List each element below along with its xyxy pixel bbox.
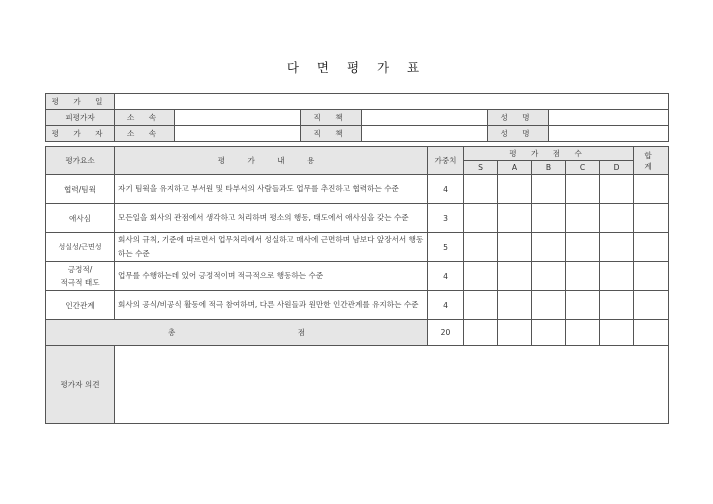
eval-date-label: 평 가 일 bbox=[46, 94, 115, 110]
evaluator-dept-label: 소 속 bbox=[115, 126, 175, 142]
content-cell: 회사의 규칙, 기준에 따르면서 업무처리에서 성실하고 매사에 근면하며 남보다 앞장서서 행동하는 수준 bbox=[115, 233, 428, 262]
score-b-cell[interactable] bbox=[532, 262, 566, 291]
total-score-a-cell[interactable] bbox=[498, 320, 532, 346]
score-a-cell[interactable] bbox=[498, 175, 532, 204]
evaluatee-name-label: 성 명 bbox=[488, 110, 549, 126]
score-s-cell[interactable] bbox=[464, 291, 498, 320]
opinion-row bbox=[46, 346, 669, 424]
total-score-c-cell[interactable] bbox=[566, 320, 600, 346]
evaluator-position-field[interactable] bbox=[362, 126, 488, 142]
evaluator-position-label: 직 책 bbox=[301, 126, 362, 142]
weight-cell: 3 bbox=[428, 204, 464, 233]
score-b-cell[interactable] bbox=[532, 291, 566, 320]
score-c-cell[interactable] bbox=[566, 291, 600, 320]
factor-cell: 인간관계 bbox=[46, 291, 115, 320]
score-d-cell[interactable] bbox=[600, 233, 634, 262]
total-score-d-cell[interactable] bbox=[600, 320, 634, 346]
score-d-cell[interactable] bbox=[600, 262, 634, 291]
evaluatee-position-field[interactable] bbox=[362, 110, 488, 126]
grade-b-header: B bbox=[532, 161, 566, 175]
score-s-cell[interactable] bbox=[464, 233, 498, 262]
score-s-cell[interactable] bbox=[464, 204, 498, 233]
score-c-cell[interactable] bbox=[566, 204, 600, 233]
factor-header: 평가요소 bbox=[46, 147, 115, 175]
total-score-b-cell[interactable] bbox=[532, 320, 566, 346]
evaluatee-name-field[interactable] bbox=[549, 110, 669, 126]
score-b-cell[interactable] bbox=[532, 204, 566, 233]
score-b-cell[interactable] bbox=[532, 175, 566, 204]
grade-d-header: D bbox=[600, 161, 634, 175]
evaluator-label: 평 가 자 bbox=[46, 126, 115, 142]
opinion-label: 평가자 의견 bbox=[46, 346, 115, 424]
score-a-cell[interactable] bbox=[498, 233, 532, 262]
score-header: 평 가 점 수 bbox=[464, 147, 634, 161]
weight-cell: 4 bbox=[428, 262, 464, 291]
grade-a-header: A bbox=[498, 161, 532, 175]
table-row bbox=[46, 291, 669, 320]
factor-cell: 성실성/근면성 bbox=[46, 233, 115, 262]
content-cell: 자기 팀웍을 유지하고 부서원 및 타부서의 사람들과도 업무를 추진하고 협력하는 수준 bbox=[115, 175, 428, 204]
weight-cell: 5 bbox=[428, 233, 464, 262]
factor-line-1: 긍정적/ bbox=[67, 265, 93, 274]
score-s-cell[interactable] bbox=[464, 175, 498, 204]
evaluator-name-label: 성 명 bbox=[488, 126, 549, 142]
grade-c-header: C bbox=[566, 161, 600, 175]
score-s-cell[interactable] bbox=[464, 262, 498, 291]
factor-cell: 협력/팀웍 bbox=[46, 175, 115, 204]
table-row bbox=[46, 204, 669, 233]
weight-cell: 4 bbox=[428, 291, 464, 320]
table-row bbox=[46, 262, 669, 291]
row-total-cell[interactable] bbox=[634, 262, 669, 291]
weight-header: 가중치 bbox=[428, 147, 464, 175]
evaluation-info-table bbox=[45, 93, 669, 142]
evaluatee-position-label: 직 책 bbox=[301, 110, 362, 126]
factor-cell: 애사심 bbox=[46, 204, 115, 233]
table-row bbox=[46, 175, 669, 204]
grand-total-cell[interactable] bbox=[634, 320, 669, 346]
evaluatee-dept-field[interactable] bbox=[175, 110, 301, 126]
score-a-cell[interactable] bbox=[498, 262, 532, 291]
factor-cell bbox=[46, 262, 115, 291]
total-row bbox=[46, 320, 669, 346]
total-score-s-cell[interactable] bbox=[464, 320, 498, 346]
score-d-cell[interactable] bbox=[600, 204, 634, 233]
score-c-cell[interactable] bbox=[566, 233, 600, 262]
content-header: 평 가 내 용 bbox=[115, 147, 428, 175]
score-c-cell[interactable] bbox=[566, 262, 600, 291]
table-row bbox=[46, 233, 669, 262]
row-total-cell[interactable] bbox=[634, 175, 669, 204]
score-d-cell[interactable] bbox=[600, 175, 634, 204]
score-d-cell[interactable] bbox=[600, 291, 634, 320]
weight-cell: 4 bbox=[428, 175, 464, 204]
row-total-cell[interactable] bbox=[634, 233, 669, 262]
evaluatee-label: 피평가자 bbox=[46, 110, 115, 126]
page-title: 다 면 평 가 표 bbox=[286, 60, 427, 75]
total-header: 합 계 bbox=[634, 147, 669, 175]
content-cell: 업무를 수행하는데 있어 긍정적이며 적극적으로 행동하는 수준 bbox=[115, 262, 428, 291]
evaluator-dept-field[interactable] bbox=[175, 126, 301, 142]
row-total-cell[interactable] bbox=[634, 291, 669, 320]
evaluator-name-field[interactable] bbox=[549, 126, 669, 142]
evaluation-score-table bbox=[45, 146, 669, 424]
score-b-cell[interactable] bbox=[532, 233, 566, 262]
score-a-cell[interactable] bbox=[498, 291, 532, 320]
score-c-cell[interactable] bbox=[566, 175, 600, 204]
eval-date-field[interactable] bbox=[115, 94, 669, 110]
score-a-cell[interactable] bbox=[498, 204, 532, 233]
row-total-cell[interactable] bbox=[634, 204, 669, 233]
opinion-field[interactable] bbox=[115, 346, 669, 424]
factor-line-2: 적극적 태도 bbox=[60, 278, 100, 287]
grade-s-header: S bbox=[464, 161, 498, 175]
total-label: 총 점 bbox=[46, 320, 428, 346]
content-cell: 회사의 공식/비공식 활동에 적극 참여하며, 다른 사원들과 원만한 인간관계를 유지하는 수준 bbox=[115, 291, 428, 320]
content-cell: 모든일을 회사의 관점에서 생각하고 처리하며 평소의 행동, 태도에서 애사심을 갖는 수준 bbox=[115, 204, 428, 233]
total-weight-cell: 20 bbox=[428, 320, 464, 346]
evaluatee-dept-label: 소 속 bbox=[115, 110, 175, 126]
